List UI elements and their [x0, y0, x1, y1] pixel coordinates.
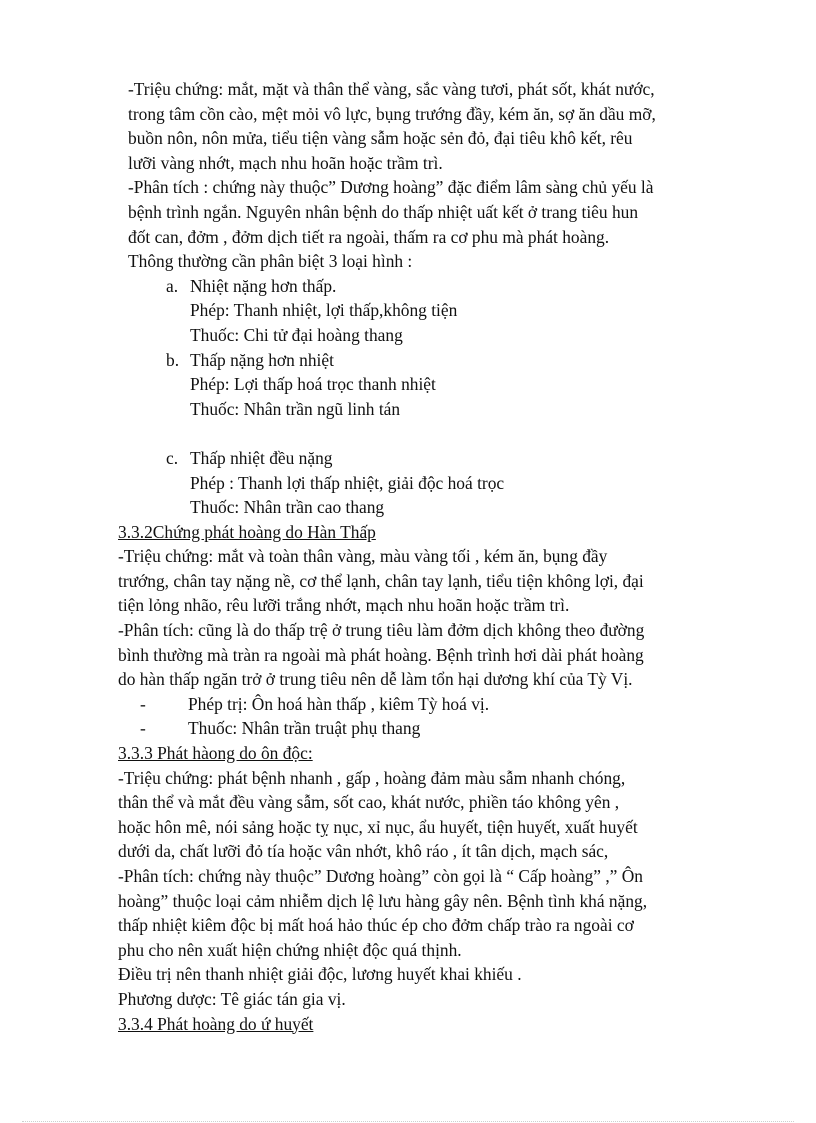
text-line: tiện lỏng nhão, rêu lưỡi trắng nhớt, mạch nhu hoãn hoặc trầm trì.: [118, 595, 570, 616]
text-line: -Phân tích : chứng này thuộc” Dương hoàng” đặc điểm lâm sàng chủ yếu là: [128, 177, 654, 198]
text-line: trong tâm cồn cào, mệt mỏi vô lực, bụng trướng đầy, kém ăn, sợ ăn dầu mỡ,: [128, 103, 656, 124]
prescription: Thuốc: Nhân trần ngũ linh tán: [190, 398, 401, 419]
section-u-huyet: [118, 1012, 758, 1037]
treatment-method: Phép: Lợi thấp hoá trọc thanh nhiệt: [190, 374, 436, 395]
section-on-doc: [118, 741, 758, 1012]
text-line: Thông thường cần phân biệt 3 loại hình :: [128, 251, 413, 272]
list-item-a: [118, 274, 758, 299]
text-line: -Triệu chứng: mắt, mặt và thân thể vàng, sắc vàng tươi, phát sốt, khát nước,: [128, 79, 655, 99]
bullet-item: [118, 692, 758, 717]
text-line: Điều trị nên thanh nhiệt giải độc, lương huyết khai khiếu .: [118, 964, 522, 985]
bullet-dash: -: [140, 693, 146, 714]
text-line: thấp nhiệt kiêm độc bị mất hoá hảo thúc ép cho đởm chấp trào ra ngoài cơ: [118, 915, 634, 936]
text-line: hoàng” thuộc loại cảm nhiễm dịch lệ lưu hàng gây nên. Bệnh tình khá nặng,: [118, 890, 648, 911]
text-line: bình thường mà tràn ra ngoài mà phát hoàng. Bệnh trình hơi dài phát hoàng: [118, 644, 644, 665]
section-heading: 3.3.3 Phát hàong do ôn độc:: [118, 743, 313, 764]
text-line: -Phân tích: chứng này thuộc” Dương hoàng” còn gọi là “ Cấp hoàng” ,” Ôn: [118, 866, 643, 886]
list-item-c: [118, 446, 758, 471]
section-thap-nhiet: [118, 77, 758, 520]
section-heading: 3.3.4 Phát hoàng do ứ huyết: [118, 1013, 314, 1034]
text-line: đốt can, đởm , đởm dịch tiết ra ngoài, thấm ra cơ phu mà phát hoàng.: [128, 226, 610, 247]
text-line: phu cho nên xuất hiện chứng nhiệt độc quá thịnh.: [118, 939, 462, 960]
list-marker: a.: [166, 275, 179, 296]
text-line: do hàn thấp ngăn trở ở trung tiêu nên dễ làm tổn hại dương khí của Tỳ Vị.: [118, 669, 633, 690]
page-bottom-rule: [22, 1121, 794, 1122]
list-item-title: Nhiệt nặng hơn thấp.: [190, 275, 337, 296]
blank-line: [118, 421, 758, 446]
text-line: thân thể và mắt đều vàng sẫm, sốt cao, khát nước, phiền táo không yên ,: [118, 792, 620, 813]
list-item-title: Thấp nhiệt đều nặng: [190, 447, 333, 468]
text-line: trướng, chân tay nặng nề, cơ thể lạnh, chân tay lạnh, tiểu tiện không lợi, đại: [118, 570, 644, 591]
prescription: Thuốc: Chi tử đại hoàng thang: [190, 324, 403, 345]
text-line: lưỡi vàng nhớt, mạch nhu hoãn hoặc trầm trì.: [128, 152, 443, 173]
list-item-title: Thấp nặng hơn nhiệt: [190, 349, 334, 370]
text-line: Phương dược: Tê giác tán gia vị.: [118, 988, 346, 1009]
text-line: bệnh trình ngắn. Nguyên nhân bệnh do thấp nhiệt uất kết ở trang tiêu hun: [128, 201, 639, 222]
treatment-method: Phép: Thanh nhiệt, lợi thấp,không tiện: [190, 300, 458, 321]
text-line: buồn nôn, nôn mửa, tiểu tiện vàng sẫm hoặc sẻn đỏ, đại tiêu khô kết, rêu: [128, 128, 633, 149]
list-marker: c.: [166, 447, 179, 468]
bullet-item: [118, 716, 758, 741]
list-marker: b.: [166, 349, 180, 370]
text-line: -Triệu chứng: mắt và toàn thân vàng, màu vàng tối , kém ăn, bụng đầy: [118, 546, 608, 567]
text-line: -Phân tích: cũng là do thấp trệ ở trung tiêu làm đởm dịch không theo đường: [118, 620, 645, 641]
document-body: [118, 77, 758, 1036]
bullet-dash: -: [140, 718, 146, 739]
bullet-text: Thuốc: Nhân trần truật phụ thang: [188, 718, 421, 739]
text-line: hoặc hôn mê, nói sảng hoặc tỵ nục, xỉ nục, ẩu huyết, tiện huyết, xuất huyết: [118, 816, 638, 837]
section-heading: 3.3.2Chứng phát hoàng do Hàn Thấp: [118, 521, 376, 542]
treatment-method: Phép : Thanh lợi thấp nhiệt, giải độc hoá trọc: [190, 472, 505, 493]
section-han-thap: [118, 520, 758, 741]
text-line: dưới da, chất lưỡi đỏ tía hoặc vân nhớt, khô ráo , ít tân dịch, mạch sác,: [118, 841, 609, 862]
list-item-b: [118, 348, 758, 373]
prescription: Thuốc: Nhân trần cao thang: [190, 497, 385, 518]
text-line: -Triệu chứng: phát bệnh nhanh , gấp , hoàng đảm màu sẫm nhanh chóng,: [118, 767, 626, 788]
bullet-text: Phép trị: Ôn hoá hàn thấp , kiêm Tỳ hoá vị.: [188, 693, 490, 714]
